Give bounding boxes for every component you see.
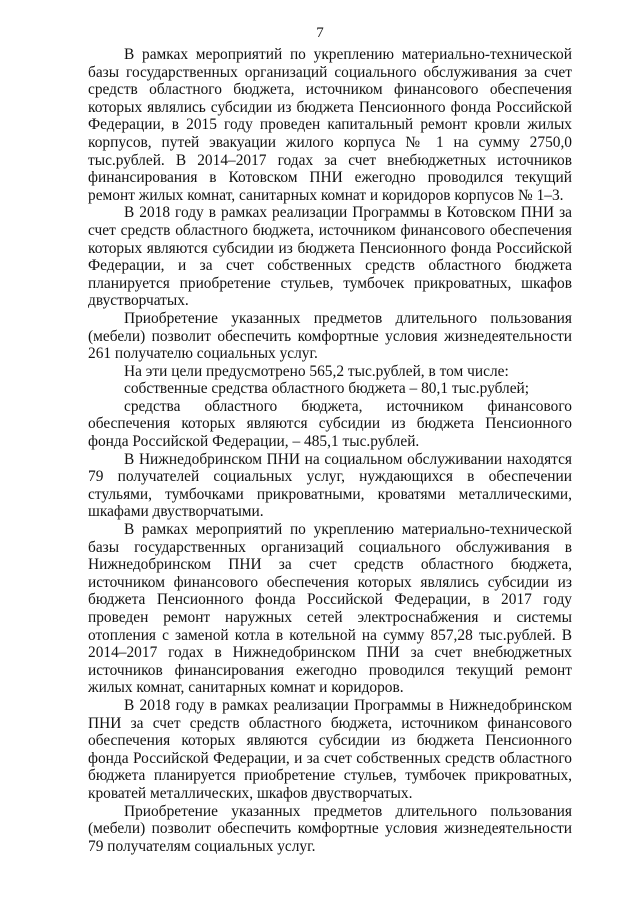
paragraph-kotovsky-repairs: В рамках мероприятий по укреплению материально-технической базы государственных организаций социального обслуживания за счет средств областного бюджета, источником финансового обеспечения которых являлись субсидии из бюджета Пенсионного фонда Российской Федерации, в 2015 году проведен капитальный ремонт кровли жилых корпусов, путей эвакуации жилого корпуса № 1 на сумму 2750,0 тыс.рублей. В 2014–2017 годах за счет внебюджетных источников финансирования в Котовском ПНИ ежегодно проводился текущий ремонт жилых комнат, санитарных комнат и коридоров корпусов № 1–3.	[88, 46, 572, 204]
paragraph-kotovsky-outcome: Приобретение указанных предметов длительного пользования (мебели) позволит обеспечить комфортные условия жизнедеятельности 261 получателю социальных услуг.	[88, 309, 572, 363]
paragraph-kotovsky-2018-plan: В 2018 году в рамках реализации Программы в Котовском ПНИ за счет средств областного бюджета, источником финансового обеспечения которых являются субсидии из бюджета Пенсионного фонда Российской Федерации, и за счет собственных средств областного бюджета планируется приобретение стульев, тумбочек прикроватных, шкафов двустворчатых.	[88, 204, 572, 310]
paragraph-nizhnedobrinsky-2018-plan: В 2018 году в рамках реализации Программы в Нижнедобринском ПНИ за счет средств областного бюджета, источником финансового обеспечения которых являются субсидии из бюджета Пенсионного фонда Российской Федерации, и за счет собственных средств областного бюджета планируется приобретение стульев, тумбочек прикроватных, кроватей металлических, шкафов двустворчатых.	[88, 696, 572, 802]
paragraph-nizhnedobrinsky-outcome: Приобретение указанных предметов длительного пользования (мебели) позволит обеспечить комфортные условия жизнедеятельности 79 получателям социальных услуг.	[88, 802, 572, 855]
paragraph-nizhnedobrinsky-repairs: В рамках мероприятий по укреплению материально-технической базы государственных организаций социального обслуживания в Нижнедобринском ПНИ за счет средств областного бюджета, источником финансового обеспечения которых являлись субсидии из бюджета Пенсионного фонда Российской Федерации, в 2017 году проведен ремонт наружных сетей электроснабжения и системы отопления с заменой котла в котельной на сумму 857,28 тыс.рублей. В 2014–2017 годах в Нижнедобринском ПНИ за счет внебюджетных источников финансирования ежегодно проводился текущий ремонт жилых комнат, санитарных комнат и коридоров.	[88, 521, 572, 697]
document-body	[88, 46, 572, 855]
paragraph-funding-own-budget: собственные средства областного бюджета – 80,1 тыс.рублей;	[124, 380, 530, 398]
paragraph-nizhnedobrinsky-needs: В Нижнедобринском ПНИ на социальном обслуживании находятся 79 получателей социальных услуг, нуждающихся в обеспечении стульями, тумбочками прикроватными, кроватями металлическими, шкафами двустворчатыми.	[88, 450, 572, 521]
page-number: 7	[316, 25, 324, 41]
paragraph-funding-pension-subsidy: средства областного бюджета, источником финансового обеспечения которых являются субсидии из бюджета Пенсионного фонда Российской Федерации, – 485,1 тыс.рублей.	[88, 397, 572, 451]
paragraph-funding-total: На эти цели предусмотрено 565,2 тыс.рублей, в том числе:	[124, 362, 509, 380]
